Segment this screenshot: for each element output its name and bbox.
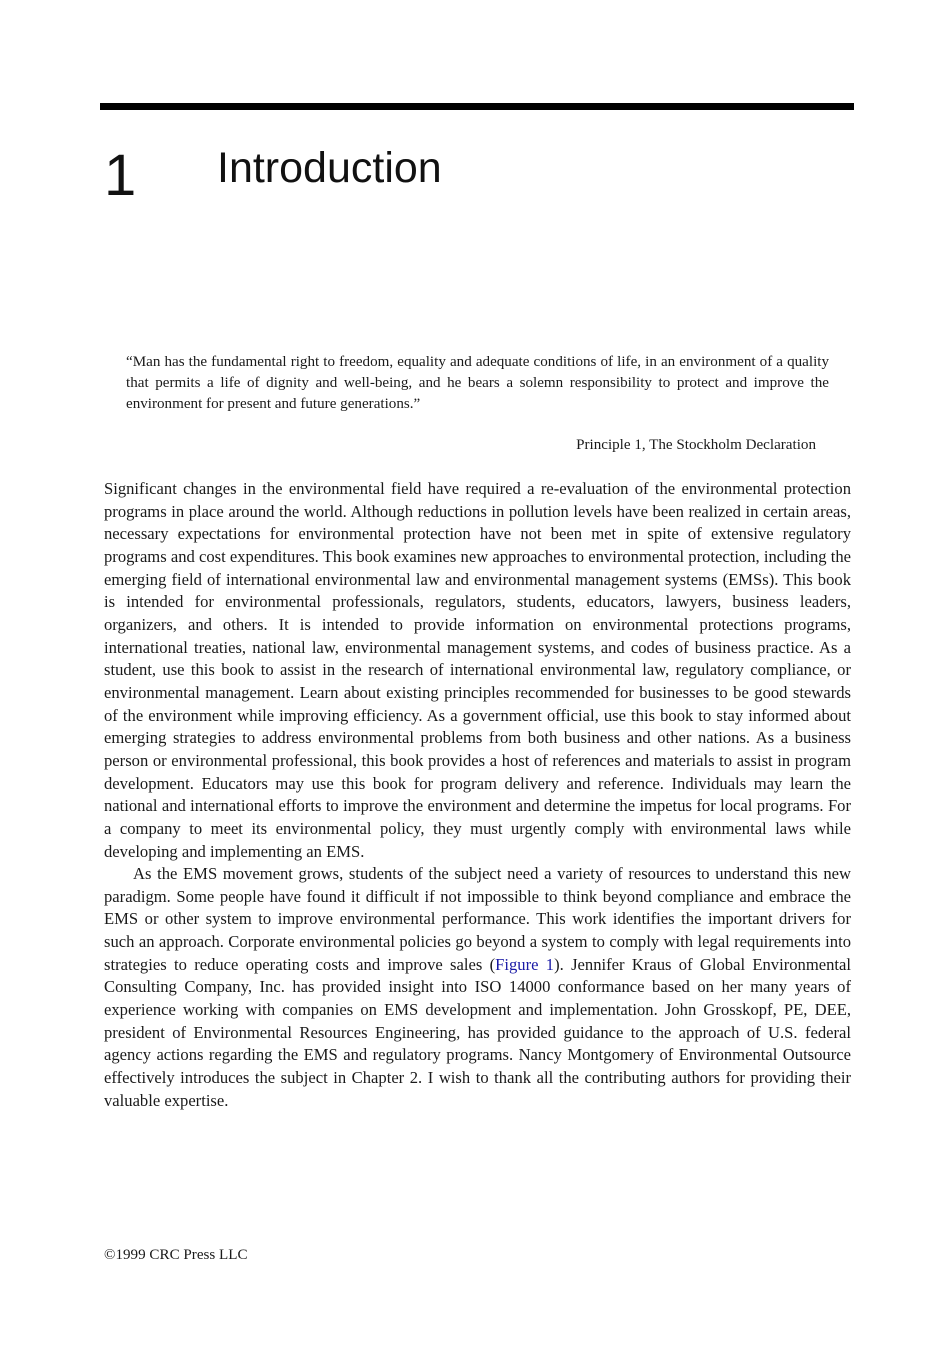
chapter-number: 1	[104, 143, 137, 208]
paragraph-2-end: ). Jennifer Kraus of Global Environmental Consulting Company, Inc. has provided insight into ISO 14000 conformance based on her many years of experience working with companies on EMS development and implementation. John Grosskopf, PE, DEE, president of Environmental Resources Engineering, has provided guidance to the approach of U.S. federal agency actions regarding the EMS and regulatory programs. Nancy Montgomery of Environmental Outsource effectively introduces the subject in Chapter 2. I wish to thank all the contributing authors for providing their valuable expertise.	[104, 954, 851, 1110]
paragraph-2	[104, 863, 851, 1112]
paragraph-1: Significant changes in the environmental field have required a re-evaluation of the environmental protection programs in place around the world. Although reductions in pollution levels have been realized in certain areas, necessary expectations for environmental protection have not been met in spite of extensive regulatory programs and cost expenditures. This book examines new approaches to environmental protection, including the emerging field of international environmental law and environmental management systems (EMSs). This book is intended for environmental professionals, regulators, students, educators, lawyers, business leaders, organizers, and others. It is intended to provide information on environmental protections programs, international treaties, national law, environmental management systems, and codes of business practice. As a student, use this book to assist in the research of international environmental law, regulatory compliance, or environmental management. Learn about existing principles recommended for businesses to be good stewards of the environment while improving efficiency. As a government official, use this book to stay informed about emerging strategies to address environmental problems from both business and other nations. As a business person or environmental professional, this book provides a host of references and materials to assist in program development. Educators may use this book for program delivery and reference. Individuals may learn the national and international efforts to improve the environment and determine the impetus for local programs. For a company to meet its environmental policy, they must urgently comply with environmental laws while developing and implementing an EMS.	[104, 479, 851, 861]
chapter-rule	[100, 103, 854, 110]
epigraph-quote: “Man has the fundamental right to freedom, equality and adequate conditions of life, in an environment of a quality that permits a life of dignity and well-being, and he bears a solemn responsibility to protect and improve the environment for present and future generations.”	[126, 354, 829, 412]
figure-1-link[interactable]: Figure 1	[495, 954, 555, 974]
body-text	[104, 478, 851, 1112]
copyright-footer: ©1999 CRC Press LLC	[104, 1247, 248, 1263]
chapter-title: Introduction	[217, 144, 442, 192]
epigraph-attribution: Principle 1, The Stockholm Declaration	[576, 437, 816, 453]
paragraph-2-start: As the EMS movement grows, students of the subject need a variety of resources to understand this new paradigm. Some people have found it difficult if not impossible to think beyond compliance and embrace the EMS or other system to improve environmental performance. This work identifies the important drivers for such an approach. Corporate environmental policies go beyond a system to comply with legal requirements into strategies to reduce operating costs and improve sales (	[104, 864, 851, 974]
